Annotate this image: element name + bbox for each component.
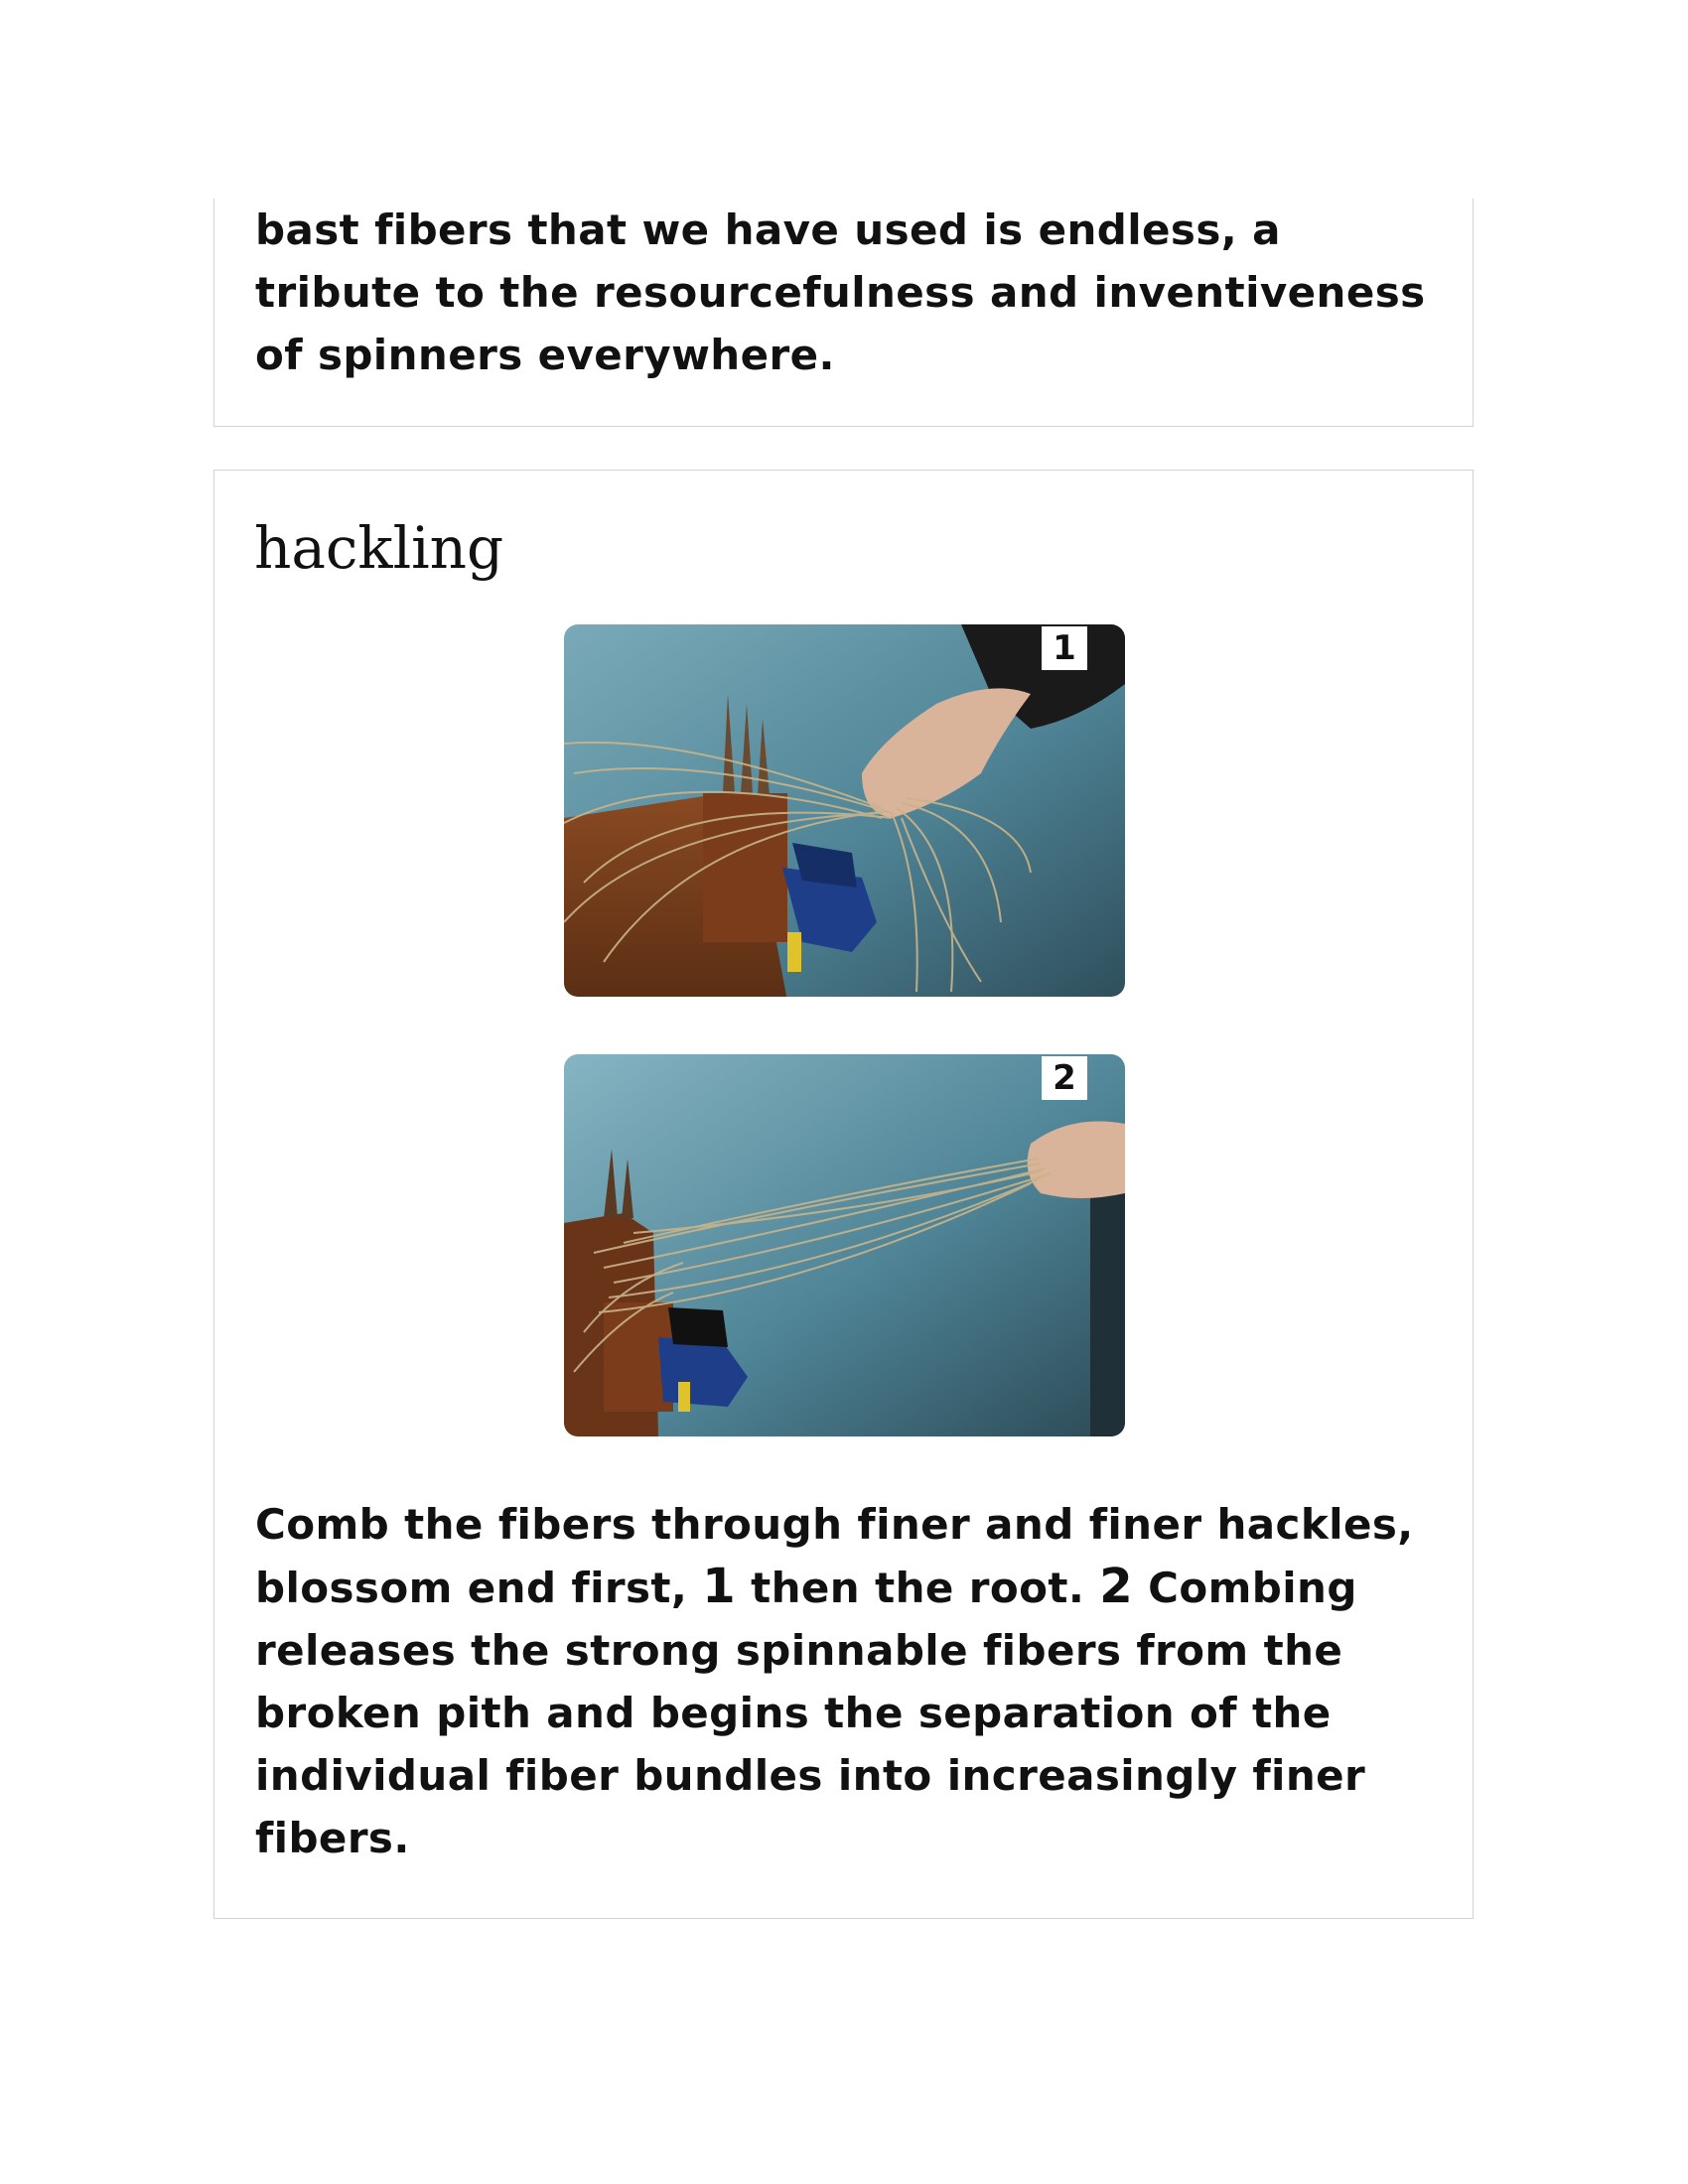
step-reference-2: 2 bbox=[1099, 1559, 1134, 1614]
step-badge-1: 1 bbox=[1042, 626, 1087, 670]
intro-paragraph: bast fibers that we have used is endless, a tribute to the resourcefulness and inventiveness of spinners everywhere. bbox=[255, 205, 1426, 379]
hackling-card bbox=[213, 470, 1474, 1919]
caption-part-1: Comb the fibers through finer and finer hackles, blossom end first, bbox=[255, 1500, 1414, 1612]
intro-card bbox=[213, 199, 1474, 427]
caption-part-3: Combing releases the strong spinnable fibers from the broken pith and begins the separation of the individual fiber bundles into increasingly finer fibers. bbox=[255, 1564, 1366, 1862]
caption-part-2: then the root. bbox=[751, 1564, 1085, 1612]
step-reference-1: 1 bbox=[702, 1559, 737, 1614]
caption-paragraph bbox=[255, 1493, 1433, 1869]
section-title: hackling bbox=[254, 514, 504, 582]
hackling-photo-1-image bbox=[564, 624, 1125, 997]
hackling-photo-step-2 bbox=[564, 1054, 1125, 1436]
step-badge-2: 2 bbox=[1042, 1056, 1087, 1100]
hackling-photo-step-1 bbox=[564, 624, 1125, 997]
hackling-photo-2-image bbox=[564, 1054, 1125, 1436]
